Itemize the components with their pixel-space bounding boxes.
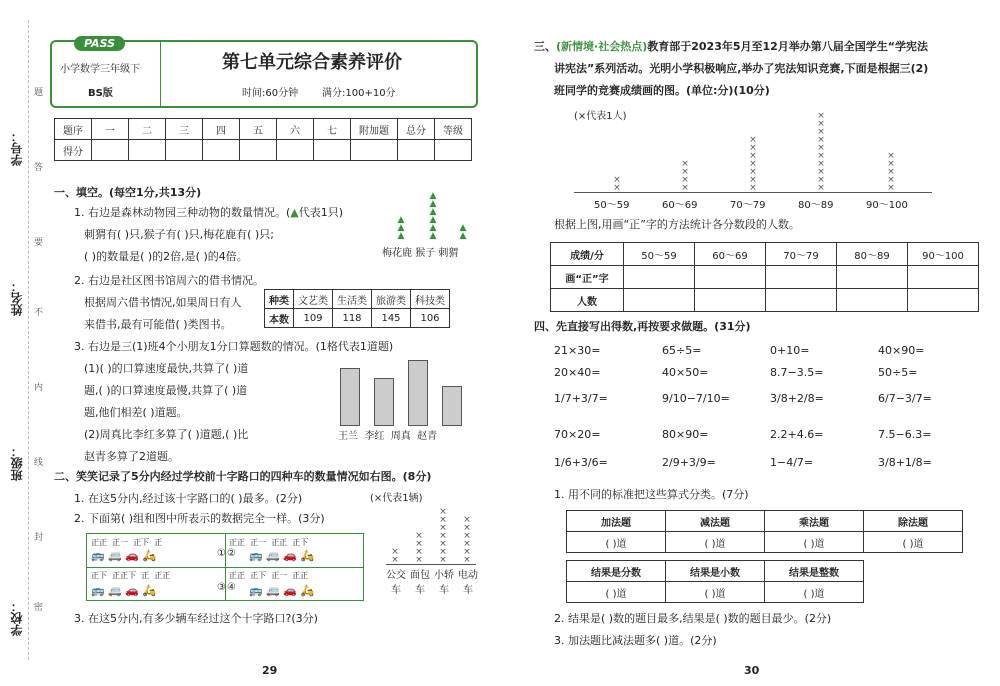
tally-head-cell: 80～89 <box>837 243 908 266</box>
s1-q3-line5: 赵青多算了2道题。 <box>84 450 179 463</box>
calc-grid <box>554 344 954 484</box>
binding-mark: 密 <box>34 603 44 613</box>
s1-q1-blanks: 刺猬有( )只,猴子有( )只,梅花鹿有( )只; <box>84 228 274 241</box>
score-head-cell: 等级 <box>435 119 472 140</box>
score-head-cell: 题序 <box>55 119 92 140</box>
tally: 正一 <box>250 538 267 547</box>
section2-title: 二、笑笑记录了5分内经过学校前十字路口的四种车的数量情况如右图。(8分) <box>54 470 432 483</box>
score-cell[interactable] <box>166 140 203 161</box>
s3-instruction: 根据上图,用画“正”字的方法统计各分数段的人数。 <box>554 218 800 231</box>
student-id-label: 学号： <box>10 130 24 166</box>
s1-q2-line2: 根据周六借书情况,如果周日有人 <box>84 296 242 309</box>
animal-pictograph <box>395 180 475 240</box>
tally: 正正 <box>229 571 245 580</box>
calc-item: 6/7−3/7= <box>878 392 932 405</box>
s1-q2-text: 2. 右边是社区图书馆周六的借书情况。 <box>74 274 264 287</box>
tally: 正一 <box>271 571 288 580</box>
x-column-70: × × × × × × × <box>749 135 757 193</box>
page-title: 第七单元综合素养评价 <box>222 52 402 73</box>
calc-item: 40×50= <box>662 366 709 379</box>
binding-mark: 内 <box>34 383 44 393</box>
calc-item: 0+10= <box>770 344 810 357</box>
oral-calc-chart <box>338 360 476 426</box>
vehicle-label: 小轿车 <box>434 570 454 596</box>
score-cell[interactable] <box>351 140 398 161</box>
name-labels <box>338 430 437 444</box>
s4-q1: 1. 用不同的标准把这些算式分类。(7分) <box>554 488 749 501</box>
x-column-car: × × × × × × × <box>439 507 447 565</box>
group-label: ④ <box>227 582 236 593</box>
library-cell: 生活类 <box>333 290 372 309</box>
tally: 正正 <box>229 538 245 547</box>
library-cell: 旅游类 <box>372 290 411 309</box>
tally-marks <box>91 570 170 581</box>
vehicle-icons: 🚌 🚐 🚗 🛵 <box>91 549 157 562</box>
result-head: 结果是分数 <box>567 561 666 582</box>
score-cell[interactable] <box>92 140 129 161</box>
answer-cell[interactable] <box>766 289 837 312</box>
calc-item: 7.5−6.3= <box>878 428 932 441</box>
category-answer-row <box>567 532 963 553</box>
result-head: 结果是整数 <box>765 561 864 582</box>
binding-mark: 不 <box>34 308 44 318</box>
score-cell[interactable] <box>314 140 351 161</box>
bar-zhouzhen <box>408 360 428 426</box>
s1-q1-text <box>74 206 343 220</box>
score-row-label: 得分 <box>55 140 92 161</box>
grade-label: 小学数学三年级下 <box>60 64 140 75</box>
calc-item: 2.2+4.6= <box>770 428 824 441</box>
answer-cell[interactable] <box>837 289 908 312</box>
bar-wanglan <box>340 368 360 426</box>
x-column-90: × × × × × <box>887 151 895 193</box>
answer-cell[interactable] <box>908 289 979 312</box>
library-cell: 种类 <box>265 290 294 309</box>
x-column-ebike: × × × × × × <box>463 515 471 565</box>
tree-icon: ▲ <box>290 206 299 219</box>
x-column-van: × × × × <box>415 531 423 565</box>
s3-line3: 班同学的竞赛成绩画的图。(单位:分)(10分) <box>554 84 770 97</box>
section1-title: 一、填空。(每空1分,共13分) <box>54 186 202 199</box>
result-answer[interactable]: ( )道 <box>567 582 666 603</box>
tally-marks <box>229 570 308 581</box>
s1-q2-line3: 来借书,最有可能借( )类图书。 <box>84 318 232 331</box>
score-head-cell: 总分 <box>398 119 435 140</box>
answer-cell[interactable] <box>695 289 766 312</box>
calc-item: 2/9+3/9= <box>662 456 716 469</box>
answer-cell[interactable] <box>766 266 837 289</box>
tally: 正下 <box>133 538 150 547</box>
tally-grid <box>86 533 364 601</box>
binding-mark: 题 <box>34 88 44 98</box>
result-head-row <box>567 561 864 582</box>
tally-divider <box>87 567 363 568</box>
name-label: 王兰 <box>338 431 358 442</box>
score-cell[interactable] <box>203 140 240 161</box>
calc-item: 20×40= <box>554 366 601 379</box>
calc-item: 3/8+2/8= <box>770 392 824 405</box>
tally-head-cell: 60～69 <box>695 243 766 266</box>
answer-cell[interactable] <box>837 266 908 289</box>
section4-title: 四、先直接写出得数,再按要求做题。(31分) <box>534 320 751 333</box>
group-label: ① <box>217 548 226 559</box>
calc-item: 8.7−3.5= <box>770 366 824 379</box>
hedgehog-trees: ▲ ▲ <box>459 223 467 241</box>
s3-line2: 讲宪法”系列活动。光明小学积极响应,举办了宪法知识竞赛,下面是根据三(2) <box>554 62 929 75</box>
library-cell: 118 <box>333 309 372 328</box>
category-head: 乘法题 <box>765 511 864 532</box>
tally: 正下 <box>91 571 107 580</box>
binding-mark: 要 <box>34 238 44 248</box>
time-label: 时间:60分钟 <box>242 88 299 99</box>
tally-head-cell: 50～59 <box>624 243 695 266</box>
class-label: 班级： <box>10 445 24 481</box>
result-answer[interactable]: ( )道 <box>666 582 765 603</box>
page-number-right: 30 <box>744 664 760 677</box>
exam-header <box>50 37 478 108</box>
tally: 正 <box>154 538 163 547</box>
score-cell[interactable] <box>240 140 277 161</box>
school-label: 学校： <box>10 600 24 636</box>
category-table <box>566 510 963 553</box>
result-answer-row <box>567 582 864 603</box>
s3-tag: (新情境·社会热点) <box>556 40 648 53</box>
vehicle-x-chart <box>386 500 476 565</box>
s1-q1-lead: 1. 右边是森林动物园三种动物的数量情况。( <box>74 206 291 219</box>
library-cell: 文艺类 <box>294 290 333 309</box>
library-value-row <box>265 309 450 328</box>
animal-labels <box>382 247 458 261</box>
edition-label: BS版 <box>88 88 113 99</box>
category-answer[interactable]: ( )道 <box>765 532 864 553</box>
s3-number: 三、 <box>534 40 556 53</box>
calc-item: 3/8+1/8= <box>878 456 932 469</box>
name-label: 李红 <box>364 431 385 442</box>
calc-item: 1/7+3/7= <box>554 392 608 405</box>
tally: 正 <box>141 571 150 580</box>
s2-q1: 1. 在这5分内,经过该十字路口的( )最多。(2分) <box>74 492 303 505</box>
tally-people-row <box>551 289 979 312</box>
vehicle-icons: 🚌 🚐 🚗 🛵 <box>249 584 315 597</box>
binding-mark: 答 <box>34 163 44 173</box>
library-table <box>264 289 450 328</box>
calc-item: 70×20= <box>554 428 601 441</box>
result-type-table <box>566 560 864 603</box>
x-column-60: × × × × <box>681 159 689 193</box>
answer-cell[interactable] <box>695 266 766 289</box>
group-label: ③ <box>217 582 226 593</box>
vehicle-label: 电动车 <box>458 570 478 596</box>
s1-q1-legend: 代表1只) <box>298 206 344 219</box>
name-label: 姓名： <box>10 280 24 316</box>
library-cell: 145 <box>372 309 411 328</box>
deer-trees: ▲ ▲ ▲ <box>397 215 405 241</box>
tally-zheng-row <box>551 266 979 289</box>
header-left <box>52 37 161 106</box>
animal-label: 猴子 <box>415 248 436 259</box>
animal-label: 梅花鹿 <box>382 248 412 259</box>
s1-q3-line1: (1)( )的口算速度最快,共算了( )道 <box>84 362 249 375</box>
tally-head-row <box>551 243 979 266</box>
library-cell: 106 <box>411 309 450 328</box>
category-answer[interactable]: ( )道 <box>567 532 666 553</box>
full-score-label: 满分:100+10分 <box>322 88 396 99</box>
tally: 正一 <box>112 538 129 547</box>
answer-cell[interactable] <box>624 266 695 289</box>
calc-item: 9/10−7/10= <box>662 392 730 405</box>
score-cell[interactable] <box>277 140 314 161</box>
s4-q2: 2. 结果是( )数的题目最多,结果是( )数的题目最少。(2分) <box>554 612 832 625</box>
tally: 正正下 <box>112 571 137 580</box>
animal-label: 刺猬 <box>438 248 459 259</box>
tally-head-cell: 70～79 <box>766 243 837 266</box>
score-value-row <box>55 140 472 161</box>
name-label: 赵青 <box>417 431 438 442</box>
library-cell: 本数 <box>265 309 294 328</box>
bar-zhaoqing <box>442 386 462 426</box>
calc-item: 50÷5= <box>878 366 918 379</box>
score-cell[interactable] <box>129 140 166 161</box>
category-head: 除法题 <box>864 511 963 532</box>
range-label: 60～69 <box>662 200 698 211</box>
tally-marks <box>229 537 308 548</box>
bar-lihong <box>374 378 394 426</box>
library-cell: 科技类 <box>411 290 450 309</box>
monkey-trees: ▲ ▲ ▲ ▲ ▲ ▲ <box>429 191 437 241</box>
x-column-bus: × × <box>391 547 399 565</box>
category-head: 减法题 <box>666 511 765 532</box>
tally-head-cell: 90～100 <box>908 243 979 266</box>
s1-q3-line4: (2)周真比李红多算了( )道题,( )比 <box>84 428 249 441</box>
score-x-chart <box>574 104 932 193</box>
category-head-row <box>567 511 963 532</box>
s1-q1-compare: ( )的数量是( )的2倍,是( )的4倍。 <box>84 250 248 263</box>
group-label: ② <box>227 548 236 559</box>
s3-legend: (×代表1人) <box>574 111 627 122</box>
range-label: 70～79 <box>730 200 766 211</box>
result-answer[interactable]: ( )道 <box>765 582 864 603</box>
calc-item: 1/6+3/6= <box>554 456 608 469</box>
result-head: 结果是小数 <box>666 561 765 582</box>
score-cell[interactable] <box>435 140 472 161</box>
answer-cell[interactable] <box>908 266 979 289</box>
tally: 正下 <box>250 571 267 580</box>
calc-item: 1−4/7= <box>770 456 814 469</box>
score-head-cell: 附加题 <box>351 119 398 140</box>
s2-q2: 2. 下面第( )组和图中所表示的数据完全一样。(3分) <box>74 512 325 525</box>
score-head-cell: 四 <box>203 119 240 140</box>
tally-head-cell: 成绩/分 <box>551 243 624 266</box>
score-head-cell: 二 <box>129 119 166 140</box>
s4-q3: 3. 加法题比减法题多( )道。(2分) <box>554 634 717 647</box>
tally: 正下 <box>292 538 309 547</box>
library-head-row <box>265 290 450 309</box>
s2-q3: 3. 在这5分内,有多少辆车经过这个十字路口?(3分) <box>74 612 318 625</box>
s3-title-rest: 教育部于2023年5月至12月举办第八届全国学生“学宪法 <box>647 40 929 53</box>
tally: 正正 <box>271 538 288 547</box>
range-label: 80～89 <box>798 200 834 211</box>
vehicle-labels <box>386 566 486 606</box>
calc-item: 40×90= <box>878 344 925 357</box>
category-answer[interactable]: ( )道 <box>666 532 765 553</box>
score-table <box>54 118 472 161</box>
name-label: 周真 <box>390 431 411 442</box>
score-header-row <box>55 119 472 140</box>
page-number-left: 29 <box>262 664 278 677</box>
category-head: 加法题 <box>567 511 666 532</box>
pass-logo: PASS <box>74 36 125 51</box>
range-label: 50～59 <box>594 200 630 211</box>
s1-q3-line3: 题,他们相差( )道题。 <box>84 406 188 419</box>
tally-table <box>550 242 979 312</box>
score-cell[interactable] <box>398 140 435 161</box>
score-head-cell: 三 <box>166 119 203 140</box>
category-answer[interactable]: ( )道 <box>864 532 963 553</box>
score-head-cell: 五 <box>240 119 277 140</box>
section3-title <box>534 40 928 54</box>
vehicle-icons: 🚌 🚐 🚗 🛵 <box>91 584 157 597</box>
score-head-cell: 六 <box>277 119 314 140</box>
tally-row-label: 人数 <box>551 289 624 312</box>
vehicle-label: 公交车 <box>386 570 406 596</box>
binding-mark: 线 <box>34 458 44 468</box>
tally-marks <box>91 537 162 548</box>
tally: 正正 <box>154 571 171 580</box>
answer-cell[interactable] <box>624 289 695 312</box>
x-column-80: × × × × × × × × × × <box>817 111 825 193</box>
vehicle-label: 面包车 <box>410 570 430 596</box>
tally: 正正 <box>292 571 309 580</box>
score-head-cell: 一 <box>92 119 129 140</box>
s1-q3-line2: 题,( )的口算速度最慢,共算了( )道 <box>84 384 248 397</box>
x-column-50: × × <box>613 175 621 193</box>
tally-row-label: 画“正”字 <box>551 266 624 289</box>
vehicle-legend: (×代表1辆) <box>370 493 423 504</box>
binding-mark: 封 <box>34 533 44 543</box>
s1-q3-text: 3. 右边是三(1)班4个小朋友1分口算题数的情况。(1格代表1道题) <box>74 340 394 353</box>
tally: 正正 <box>91 538 107 547</box>
calc-item: 21×30= <box>554 344 601 357</box>
cut-line <box>28 20 29 660</box>
library-cell: 109 <box>294 309 333 328</box>
range-label: 90～100 <box>866 200 908 211</box>
calc-item: 80×90= <box>662 428 709 441</box>
score-head-cell: 七 <box>314 119 351 140</box>
calc-item: 65÷5= <box>662 344 702 357</box>
binding-strip <box>0 0 48 686</box>
vehicle-icons: 🚌 🚐 🚗 🛵 <box>249 549 315 562</box>
